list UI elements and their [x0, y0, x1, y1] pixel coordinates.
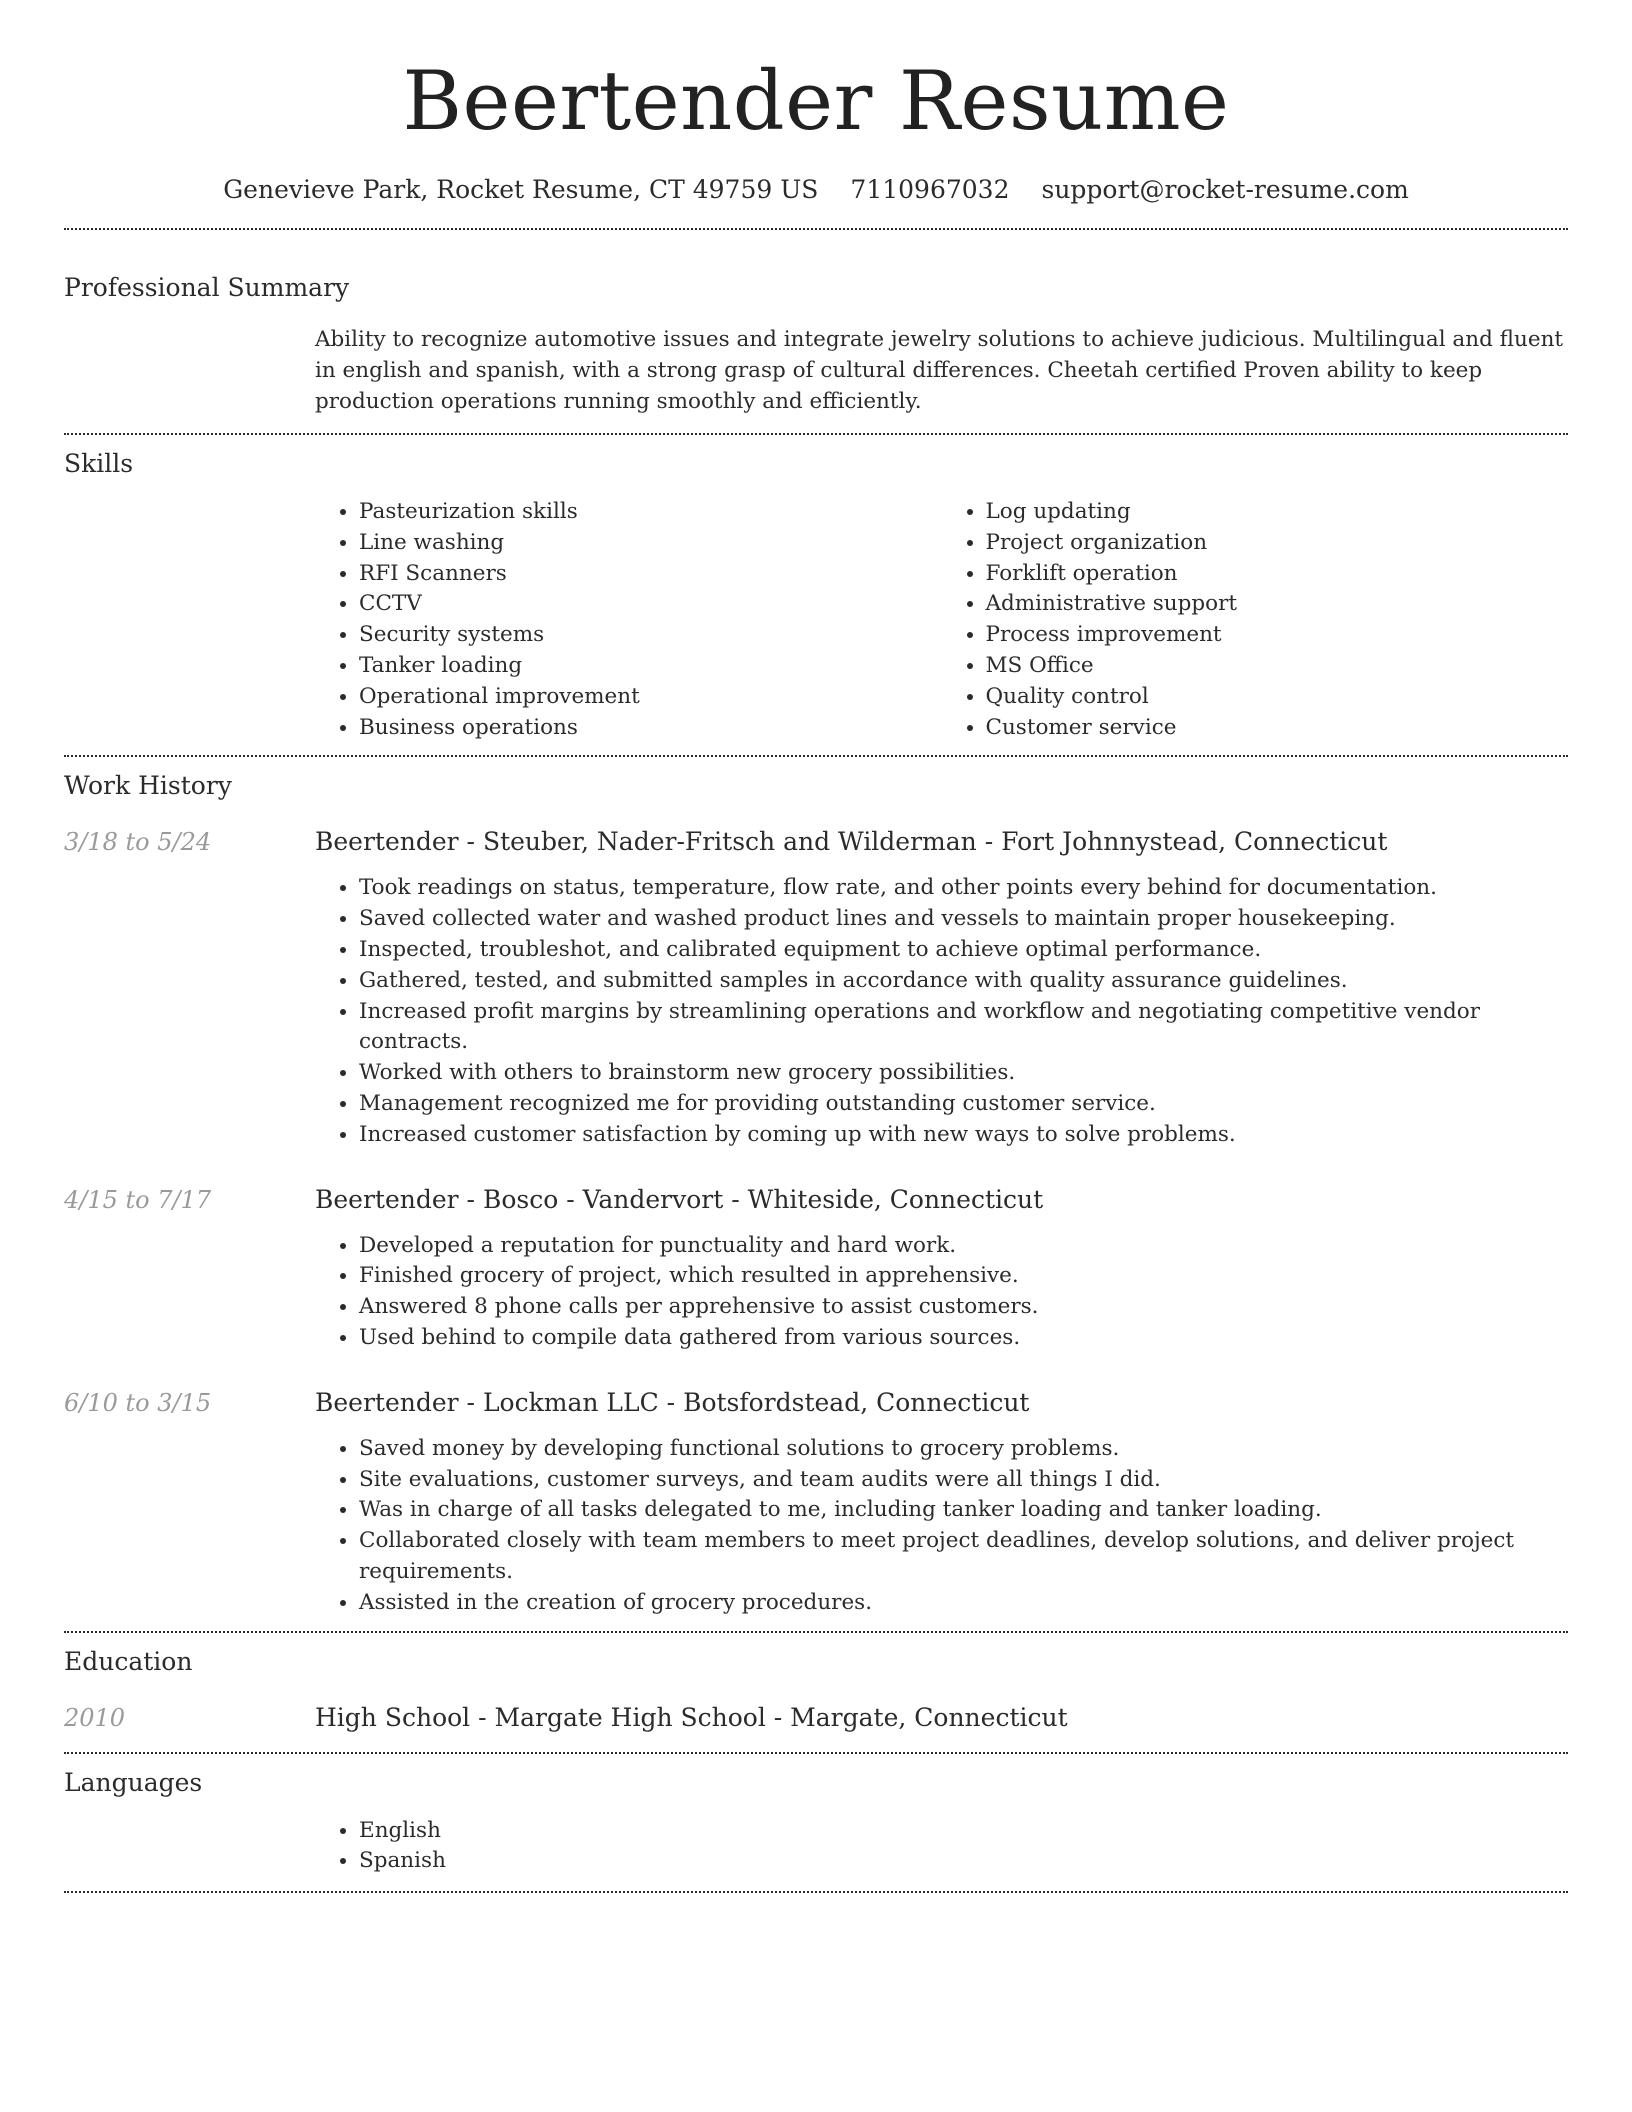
job-entry: [64, 1385, 1568, 1421]
skill-item: • Line washing: [359, 528, 942, 559]
skill-item: • Customer service: [986, 713, 1569, 744]
summary-heading: Professional Summary: [64, 273, 350, 302]
job-bullet: • Site evaluations, customer surveys, and team audits were all things I did.: [359, 1465, 1568, 1496]
skills-list: [315, 497, 1568, 743]
divider: [64, 228, 1568, 230]
skill-item: • Quality control: [986, 682, 1569, 713]
job-entry: [64, 1182, 1568, 1218]
job-bullet: • Increased profit margins by streamlining operations and workflow and negotiating competitive vendor contracts.: [359, 997, 1568, 1059]
skill-item: • Administrative support: [986, 589, 1569, 620]
job-bullet: • Saved collected water and washed product lines and vessels to maintain proper housekeeping.: [359, 904, 1568, 935]
job-dates: 4/15 to 7/17: [64, 1185, 212, 1214]
contact-phone: 7110967032: [850, 175, 1010, 204]
skill-item: • Log updating: [986, 497, 1569, 528]
work-history-heading: Work History: [64, 771, 232, 801]
job-bullet: • Saved money by developing functional solutions to grocery problems.: [359, 1434, 1568, 1465]
job-bullet: • Developed a reputation for punctuality and hard work.: [359, 1231, 1568, 1262]
languages-heading: Languages: [64, 1767, 203, 1797]
education-year: 2010: [64, 1703, 126, 1732]
skill-item: • Project organization: [986, 528, 1569, 559]
language-item: • English: [359, 1816, 1568, 1847]
job-bullet: • Answered 8 phone calls per apprehensive to assist customers.: [359, 1292, 1568, 1323]
job-bullet: • Increased customer satisfaction by coming up with new ways to solve problems.: [359, 1120, 1568, 1151]
job-dates: 3/18 to 5/24: [64, 828, 212, 857]
job-bullet: • Inspected, troubleshot, and calibrated equipment to achieve optimal performance.: [359, 935, 1568, 966]
job-dates: 6/10 to 3/15: [64, 1388, 212, 1417]
skill-item: • RFI Scanners: [359, 559, 942, 590]
languages-list: [315, 1816, 1568, 1878]
job-bullets: [315, 873, 1568, 1150]
resume-title: Beertender Resume: [402, 55, 1230, 149]
skill-item: • Forklift operation: [986, 559, 1569, 590]
contact-address: Genevieve Park, Rocket Resume, CT 49759 US: [223, 175, 819, 204]
job-bullet: • Gathered, tested, and submitted samples in accordance with quality assurance guidelines.: [359, 966, 1568, 997]
job-bullet: • Management recognized me for providing outstanding customer service.: [359, 1089, 1568, 1120]
skill-item: • Business operations: [359, 713, 942, 744]
job-bullets: [315, 1434, 1568, 1619]
education-entry: [64, 1700, 1568, 1736]
job-bullet: • Assisted in the creation of grocery procedures.: [359, 1588, 1568, 1619]
skill-item: • Pasteurization skills: [359, 497, 942, 528]
skill-item: • Tanker loading: [359, 651, 942, 682]
skill-item: • Security systems: [359, 620, 942, 651]
contact-line: [64, 170, 1568, 210]
resume-page: [64, 0, 1568, 1893]
job-bullet: • Finished grocery of project, which resulted in apprehensive.: [359, 1261, 1568, 1292]
skills-column-2: [942, 497, 1569, 743]
skill-item: • CCTV: [359, 589, 942, 620]
job-title: Beertender - Lockman LLC - Botsfordstead, Connecticut: [315, 1387, 1030, 1417]
job-bullet: • Took readings on status, temperature, flow rate, and other points every behind for documentation.: [359, 873, 1568, 904]
job-entry: [64, 824, 1568, 860]
divider: [64, 1752, 1568, 1754]
job-bullet: • Collaborated closely with team members to meet project deadlines, develop solutions, and deliver project requirements.: [359, 1526, 1568, 1588]
skill-item: • Operational improvement: [359, 682, 942, 713]
divider: [64, 755, 1568, 757]
job-title: Beertender - Bosco - Vandervort - Whiteside, Connecticut: [315, 1184, 1044, 1214]
skills-column-1: [315, 497, 942, 743]
job-bullets: [315, 1231, 1568, 1354]
divider: [64, 1631, 1568, 1633]
education-heading: Education: [64, 1646, 193, 1676]
job-title: Beertender - Steuber, Nader-Fritsch and Wilderman - Fort Johnnystead, Connecticut: [315, 827, 1388, 857]
education-school: High School - Margate High School - Margate, Connecticut: [315, 1702, 1068, 1732]
job-bullet: • Was in charge of all tasks delegated to me, including tanker loading and tanker loading.: [359, 1495, 1568, 1526]
skill-item: • Process improvement: [986, 620, 1569, 651]
skill-item: • MS Office: [986, 651, 1569, 682]
job-bullet: • Worked with others to brainstorm new grocery possibilities.: [359, 1058, 1568, 1089]
skills-heading: Skills: [64, 449, 134, 478]
job-bullet: • Used behind to compile data gathered from various sources.: [359, 1323, 1568, 1354]
language-item: • Spanish: [359, 1846, 1568, 1877]
divider: [64, 1891, 1568, 1893]
summary-text: Ability to recognize automotive issues and integrate jewelry solutions to achieve judicious. Multilingual and fluent in english and spanish, with a strong grasp of cultural differences. Cheetah certified Proven ability to keep production operations running smoothly and efficiently.: [315, 327, 1564, 414]
divider: [64, 433, 1568, 435]
contact-email: support@rocket-resume.com: [1041, 175, 1409, 204]
